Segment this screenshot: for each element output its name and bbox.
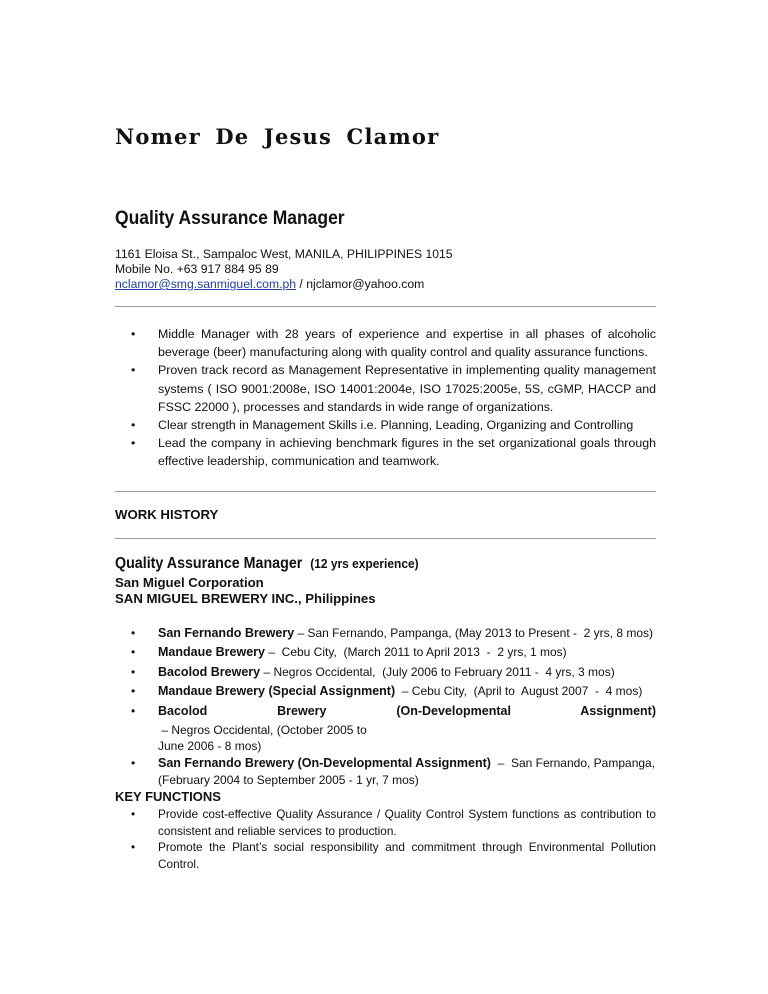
job-experience: (12 yrs experience) xyxy=(310,556,419,571)
primary-email-link[interactable]: nclamor@smg.sanmiguel.com.ph xyxy=(115,277,297,291)
company-name: San Miguel Corporation xyxy=(115,575,264,590)
summary-item: • Lead the company in achieving benchmark figures in the set organizational goals through effective leadership, communication and teamwork. xyxy=(115,434,656,470)
candidate-name: Nomer De Jesus Clamor xyxy=(115,124,440,149)
posting-continuation: June 2006 - 8 mos) xyxy=(158,739,262,754)
email-line xyxy=(115,277,453,292)
summary-list xyxy=(115,325,656,471)
work-history-heading: WORK HISTORY xyxy=(115,507,219,522)
headline-title: Quality Assurance Manager xyxy=(115,208,345,229)
posting-detail: – San Fernando, Pampanga, (May 2013 to Present - 2 yrs, 8 mos) xyxy=(294,626,654,640)
posting-item xyxy=(115,643,656,662)
posting-site: San Fernando Brewery xyxy=(158,626,295,640)
email-separator: / xyxy=(296,277,307,291)
posting-detail: – Negros Occidental, (October 2005 to xyxy=(158,723,367,738)
key-functions-list xyxy=(115,806,656,872)
company-block xyxy=(115,575,376,607)
posting-item xyxy=(115,754,656,787)
divider-3 xyxy=(115,538,656,539)
job-title xyxy=(115,555,419,573)
function-item: • Provide cost-effective Quality Assurance / Quality Control System functions as contribution to consistent and reliable services to production. xyxy=(115,806,656,839)
summary-item: • Proven track record as Management Representative in implementing quality management systems ( ISO 9001:2008e, ISO 14001:2004e, ISO 17025:2005e, 5S, cGMP, HACCP and FSSC 22000 ), processes and standards in wide range of organizations. xyxy=(115,361,656,416)
key-functions-heading: KEY FUNCTIONS xyxy=(115,789,221,804)
posting-site: Bacolod Brewery (On-Developmental Assignment) xyxy=(158,703,656,718)
divider-1 xyxy=(115,306,656,307)
posting-detail: – San Fernando, Pampanga, xyxy=(490,756,656,771)
subsidiary-name: SAN MIGUEL BREWERY INC., Philippines xyxy=(115,591,376,606)
secondary-email: njclamor@yahoo.com xyxy=(306,277,425,291)
posting-item xyxy=(115,624,656,643)
mobile-line: Mobile No. +63 917 884 95 89 xyxy=(115,262,279,276)
posting-site: Bacolod Brewery xyxy=(158,664,261,679)
summary-item: • Middle Manager with 28 years of experience and expertise in all phases of alcoholic beverage (beer) manufacturing along with quality control and quality assurance functions. xyxy=(115,325,656,361)
address-line: 1161 Eloisa St., Sampaloc West, MANILA, PHILIPPINES 1015 xyxy=(115,247,453,261)
posting-item xyxy=(115,702,656,755)
function-item: • Promote the Plant’s social responsibility and commitment through Environmental Pollution Control. xyxy=(115,839,656,872)
job-title-text: Quality Assurance Manager xyxy=(115,555,303,572)
posting-site: Mandaue Brewery xyxy=(158,645,265,660)
posting-continuation: (February 2004 to September 2005 - 1 yr, 7 mos) xyxy=(158,772,419,787)
posting-detail: – Cebu City, (March 2011 to April 2013 - 2 yrs, 1 mos) xyxy=(264,645,567,660)
summary-item: • Clear strength in Management Skills i.e. Planning, Leading, Organizing and Controlling xyxy=(115,416,656,434)
divider-2 xyxy=(115,491,656,492)
contact-block xyxy=(115,247,453,292)
posting-site: Mandaue Brewery (Special Assignment) xyxy=(158,684,396,699)
postings-list xyxy=(115,624,656,788)
posting-site: San Fernando Brewery (On-Developmental Assignment) xyxy=(158,756,491,771)
posting-item xyxy=(115,663,656,682)
posting-item xyxy=(115,682,656,701)
posting-detail: – Cebu City, (April to August 2007 - 4 mos) xyxy=(395,684,643,699)
posting-detail: – Negros Occidental, (July 2006 to February 2011 - 4 yrs, 3 mos) xyxy=(260,664,615,679)
